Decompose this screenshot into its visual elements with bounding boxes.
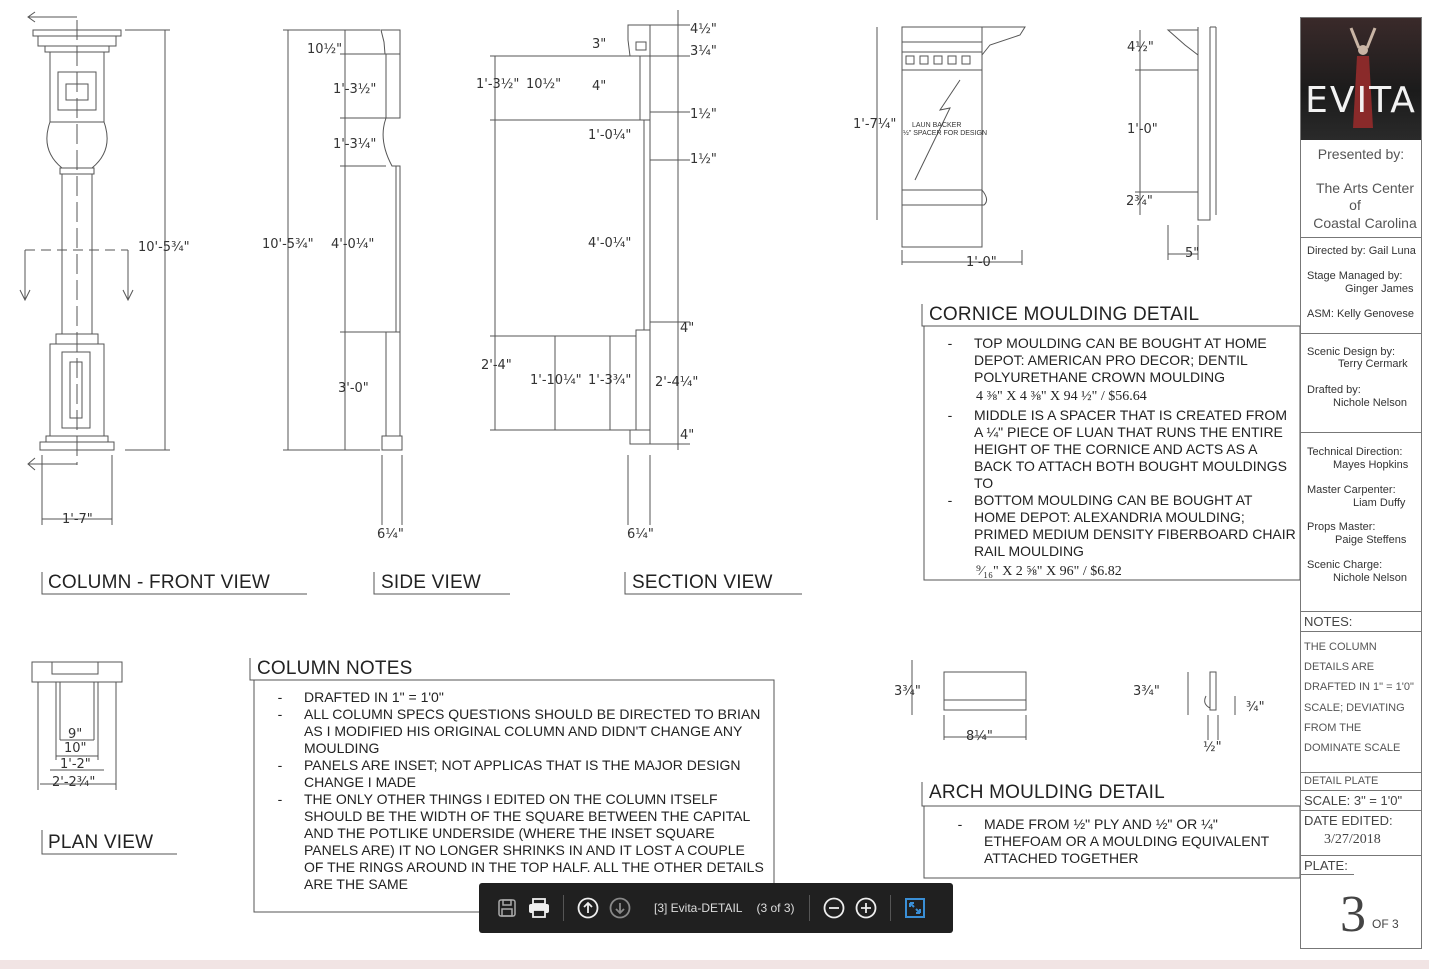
dim-label: 3¼"	[690, 44, 717, 59]
divider	[1300, 772, 1422, 773]
technical-direction-label: Technical Direction:	[1307, 446, 1403, 458]
dim-label: 8¼"	[966, 729, 993, 744]
scenic-design-name: Terry Cermark	[1338, 358, 1408, 370]
dim-label: 5"	[1185, 246, 1200, 261]
toolbar-separator	[809, 895, 810, 921]
plan-view-title: PLAN VIEW	[48, 832, 154, 853]
date-edited-label: DATE EDITED:	[1304, 813, 1393, 828]
props-master-label: Props Master:	[1307, 521, 1376, 533]
divider	[1300, 790, 1422, 791]
dim-label: 10½"	[307, 42, 343, 57]
dim-label: 4½"	[1127, 40, 1154, 55]
master-carpenter-name: Liam Duffy	[1353, 497, 1406, 509]
dim-label: 10'-5¾"	[138, 240, 190, 255]
stage-manager-label: Stage Managed by:	[1307, 270, 1403, 282]
asm-credit: ASM: Kelly Genovese	[1307, 308, 1414, 320]
drafted-by-name: Nichole Nelson	[1333, 397, 1407, 409]
show-poster-image	[1301, 18, 1421, 140]
dim-label: 10½"	[526, 77, 562, 92]
note-item: - PANELS ARE INSET; NOT APPLICAS THAT IS THE MAJOR DESIGN CHANGE I MADE	[277, 757, 741, 790]
dim-label: 1'-3¼"	[333, 137, 377, 152]
arrow-up-circle-icon	[577, 897, 599, 919]
notes-text: THE COLUMN DETAILS ARE DRAFTED IN 1" = 1'0" SCALE; DEVIATING FROM THE DOMINATE SCALE	[1304, 641, 1414, 755]
zoom-out-icon	[823, 897, 845, 919]
dim-label: 4'-0¼"	[331, 237, 375, 252]
divider	[1300, 333, 1422, 334]
arch-moulding-drawing	[912, 660, 1235, 740]
dim-label: 1'-7¼"	[853, 117, 897, 132]
presented-by-label: Presented by:	[1317, 146, 1405, 162]
dim-label: 1'-0¼"	[588, 128, 632, 143]
dim-label: 2¾"	[1126, 194, 1153, 209]
dim-label: 1'-10¼"	[530, 373, 582, 388]
dim-label: 3¾"	[894, 684, 921, 699]
divider	[1300, 855, 1422, 856]
note-item: - ALL COLUMN SPECS QUESTIONS SHOULD BE DIRECTED TO BRIAN AS I MODIFIED HIS ORIGINAL COLUMN AND DIDN'T CHANGE ANY MOULDING	[277, 706, 761, 756]
note-item: - MIDDLE IS A SPACER THAT IS CREATED FROM A ¼" PIECE OF LUAN THAT RUNS THE ENTIRE HEIGHT OF THE CORNICE AND ACTS AS A BACK TO ATTACH BOTH BOUGHT MOULDINGS TO	[947, 407, 1287, 491]
props-master-name: Paige Steffens	[1335, 534, 1407, 546]
front-view-title: COLUMN - FRONT VIEW	[48, 572, 270, 593]
note-item: - TOP MOULDING CAN BE BOUGHT AT HOME DEPOT: AMERICAN PRO DECOR; DENTIL POLYURETHANE CROWN MOULDING	[947, 335, 1267, 385]
column-notes-title: COLUMN NOTES	[257, 658, 413, 679]
fit-to-page-button[interactable]	[899, 892, 931, 924]
next-page-button[interactable]	[604, 892, 636, 924]
org-line-3: Coastal Carolina	[1313, 215, 1417, 231]
dim-label: 2'-2¾"	[52, 775, 96, 790]
dim-label: 10'-5¾"	[262, 237, 314, 252]
dim-label: 3¾"	[1133, 684, 1160, 699]
scenic-design-label: Scenic Design by:	[1307, 346, 1396, 358]
scenic-charge-name: Nichole Nelson	[1333, 572, 1407, 584]
print-button[interactable]	[523, 892, 555, 924]
section-view-title: SECTION VIEW	[632, 572, 773, 593]
arch-detail-title: ARCH MOULDING DETAIL	[929, 782, 1165, 803]
divider	[1300, 237, 1422, 238]
dim-label: ¾"	[1246, 700, 1265, 715]
dim-label: 10"	[64, 741, 87, 756]
dim-label: 4"	[680, 321, 695, 336]
scenic-charge-label: Scenic Charge:	[1307, 559, 1383, 571]
note-item: - MADE FROM ½" PLY AND ½" OR ¼" ETHEFOAM OR A MOULDING EQUIVALENT ATTACHED TOGETHER	[957, 816, 1269, 866]
page-indicator: (3 of 3)	[756, 901, 795, 915]
divider	[1300, 611, 1422, 612]
date-edited-value: 3/27/2018	[1324, 832, 1381, 847]
column-notes-list	[256, 689, 768, 893]
plate-label: PLATE:	[1304, 858, 1348, 873]
column-front-view-drawing	[20, 12, 170, 525]
plate-of-total: OF 3	[1372, 917, 1399, 931]
drafted-by-label: Drafted by:	[1307, 384, 1361, 396]
note-item: - DRAFTED IN 1" = 1'0"	[277, 689, 444, 705]
note-sub-item: ⁹⁄₁₆" X 2 ⅝" X 96" / $6.82	[976, 564, 1122, 579]
dim-label: 1'-0"	[1127, 122, 1158, 137]
dim-label: 4"	[592, 79, 607, 94]
cornice-notes-list	[926, 335, 1298, 580]
dim-label: 2'-4"	[481, 358, 512, 373]
pdf-viewer-toolbar	[479, 883, 953, 933]
printer-icon	[528, 898, 550, 918]
notes-label: NOTES:	[1304, 614, 1353, 629]
dim-label: 9"	[68, 727, 83, 742]
zoom-in-button[interactable]	[850, 892, 882, 924]
org-line-2: of	[1349, 197, 1361, 213]
cornice-drawing	[877, 27, 1216, 265]
dim-label: 4"	[680, 428, 695, 443]
detail-plate-label: DETAIL PLATE	[1304, 775, 1379, 787]
side-view-drawing	[283, 30, 402, 525]
fit-page-icon	[904, 897, 926, 919]
dim-label: 4½"	[690, 22, 717, 37]
org-line-1: The Arts Center	[1315, 180, 1415, 196]
divider	[1300, 810, 1422, 811]
dim-label: 1'-0"	[966, 255, 997, 270]
dim-label: 1½"	[690, 152, 717, 167]
note-item: - BOTTOM MOULDING CAN BE BOUGHT AT HOME DEPOT: ALEXANDRIA MOULDING; PRIMED MEDIUM DENSITY FIBERBOARD CHAIR RAIL MOULDING	[947, 492, 1296, 559]
dim-label: 6¼"	[627, 527, 654, 542]
cornice-detail-title: CORNICE MOULDING DETAIL	[929, 304, 1200, 325]
side-view-title: SIDE VIEW	[381, 572, 481, 593]
divider	[1300, 874, 1354, 875]
divider	[1300, 631, 1422, 632]
arch-notes-list	[936, 816, 1296, 867]
director-credit: Directed by: Gail Luna	[1307, 245, 1416, 257]
section-view-drawing	[490, 10, 690, 525]
plate-number: 3	[1340, 886, 1366, 943]
arrow-down-circle-icon	[609, 897, 631, 919]
poster-title: EVITA	[1305, 80, 1417, 121]
previous-page-button[interactable]	[572, 892, 604, 924]
dim-label: 3'-0"	[338, 381, 369, 396]
dim-label: 1'-3½"	[476, 77, 520, 92]
stage-manager-name: Ginger James	[1345, 283, 1414, 295]
zoom-in-icon	[855, 897, 877, 919]
cornice-spacer-label: ½" SPACER FOR DESIGN	[903, 130, 988, 137]
save-button[interactable]	[491, 892, 523, 924]
dim-label: 2'-4¼"	[655, 375, 699, 390]
master-carpenter-label: Master Carpenter:	[1307, 484, 1396, 496]
dim-label: 1½"	[690, 107, 717, 122]
dim-label: 3"	[592, 37, 607, 52]
note-sub-item: 4 ⅜" X 4 ⅜" X 94 ½" / $56.64	[976, 389, 1147, 404]
dim-label: 1'-7"	[62, 512, 93, 527]
note-item: - THE ONLY OTHER THINGS I EDITED ON THE COLUMN ITSELF SHOULD BE THE WIDTH OF THE SQUARE BETWEEN THE CAPITAL AND THE POTLIKE UNDERSIDE (WHERE THE INSET SQUARE PANELS ARE) IT NO LONGER SHRINKS IN AND IT LOST A COUPLE OF THE RINGS AROUND IN THE TOP HALF. ALL THE OTHER DETAILS ARE THE SAME	[277, 791, 764, 892]
dim-label: ½"	[1203, 740, 1222, 755]
dim-label: 1'-2"	[60, 757, 91, 772]
dim-label: 1'-3¾"	[588, 373, 632, 388]
toolbar-separator	[563, 895, 564, 921]
scale-label: SCALE: 3" = 1'0"	[1304, 793, 1403, 808]
document-name: [3] Evita-DETAIL	[654, 901, 743, 915]
dim-label: 4'-0¼"	[588, 236, 632, 251]
dim-label: 6¼"	[377, 527, 404, 542]
technical-direction-name: Mayes Hopkins	[1333, 459, 1409, 471]
save-icon	[497, 898, 517, 918]
zoom-out-button[interactable]	[818, 892, 850, 924]
performer-silhouette-icon	[1301, 18, 1421, 140]
cornice-backer-label: LAUN BACKER	[912, 122, 962, 129]
divider	[1300, 432, 1422, 433]
toolbar-separator	[890, 895, 891, 921]
dim-label: 1'-3½"	[333, 82, 377, 97]
